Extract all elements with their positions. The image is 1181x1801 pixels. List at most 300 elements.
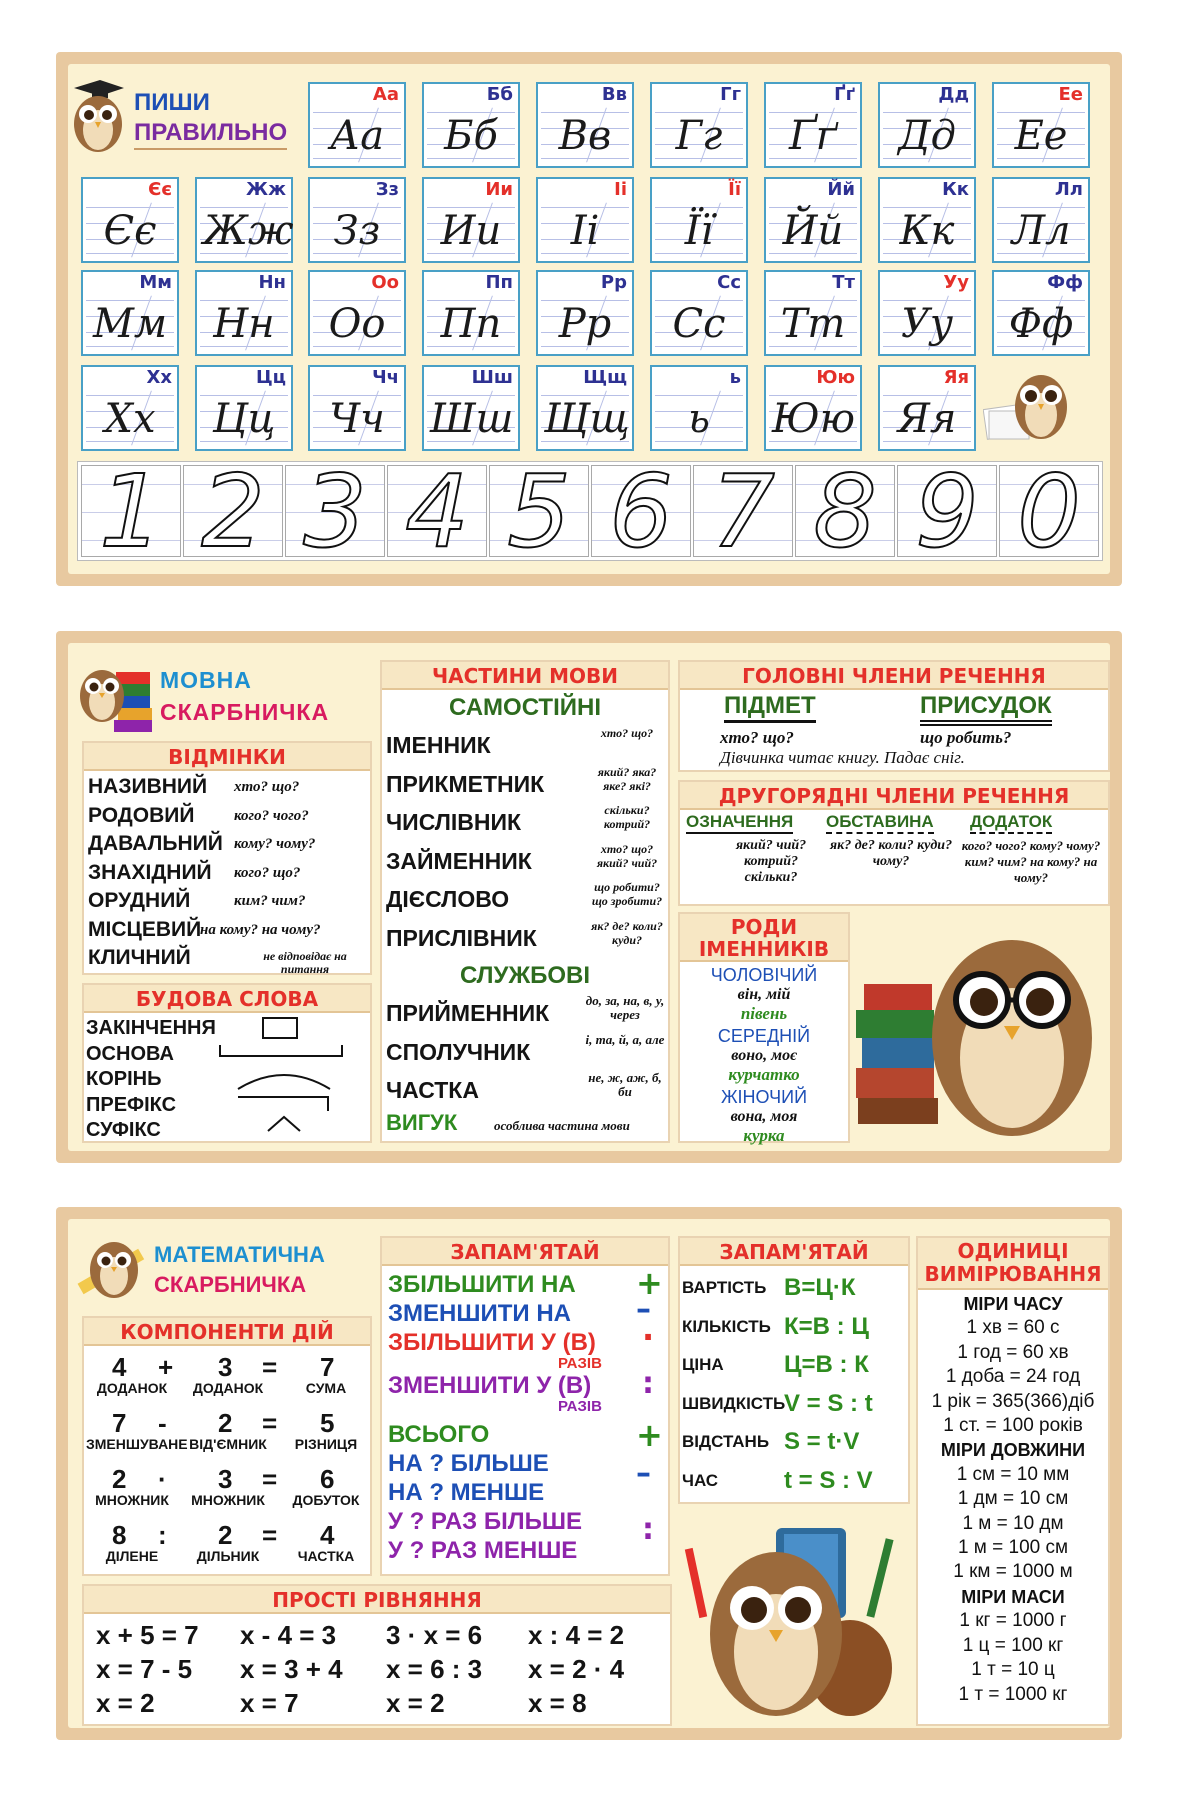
letter-cell	[81, 177, 179, 263]
letter-print: Рр	[600, 272, 627, 293]
case-name: РОДОВИЙ	[88, 803, 195, 827]
panel3-title	[154, 1240, 325, 1300]
letter-cell	[650, 82, 748, 168]
letter-print: Нн	[258, 272, 286, 293]
letter-print: Дд	[938, 84, 969, 105]
plus-sign: +	[636, 1264, 663, 1302]
component-a: 2	[112, 1464, 127, 1494]
letter-print: Ии	[485, 179, 513, 200]
letter-print: Шш	[471, 367, 513, 388]
letter-cell	[195, 365, 293, 451]
genders-header-line1: РОДИ	[730, 915, 798, 939]
letter-cursive: Вв	[558, 113, 612, 159]
letter-cursive: Оо	[328, 301, 386, 347]
subject-question: хто? що?	[720, 728, 794, 747]
part-question: хто? що? який? чий?	[596, 841, 658, 870]
equation: 3 · x = 6	[386, 1620, 483, 1650]
case-question: хто? що?	[234, 779, 300, 795]
digit-cell	[693, 453, 793, 570]
component-eq: =	[262, 1408, 278, 1438]
letter-cursive: Уу	[900, 301, 954, 347]
letter-print: Аа	[372, 84, 399, 105]
times-more: У ? РАЗ БІЛЬШЕ	[388, 1508, 582, 1535]
panel1-title-line1: ПИШИ	[134, 89, 210, 116]
letter-cell	[308, 82, 406, 168]
formula-name: ЦІНА	[682, 1355, 724, 1374]
independent-label: САМОСТІЙНІ	[448, 694, 602, 721]
letter-cursive: Сс	[672, 301, 726, 347]
word-part: СУФІКС	[86, 1119, 161, 1141]
letter-print: Яя	[943, 367, 969, 388]
letter-cursive: Ее	[1014, 113, 1068, 159]
sentence-example: Дівчинка читає книгу. Падає сніг.	[720, 748, 965, 767]
part-question: який? яка? яке? які?	[597, 764, 657, 793]
letter-cursive: Нн	[213, 301, 275, 347]
stem-symbol	[219, 1045, 343, 1057]
component-label-b: ВІД'ЄМНИК	[189, 1436, 267, 1452]
letter-cursive: Ии	[440, 208, 502, 254]
object-label: ДОДАТОК	[970, 812, 1052, 834]
difference-minus-sign: –	[636, 1456, 651, 1491]
unit-row: 1 т = 10 ц	[971, 1659, 1055, 1681]
equation: x = 2	[386, 1688, 445, 1718]
letter-cell	[195, 177, 293, 263]
component-b: 3	[218, 1352, 233, 1382]
main-members-header: ГОЛОВНІ ЧЛЕНИ РЕЧЕННЯ	[680, 662, 1108, 690]
noun-genders-box	[678, 912, 850, 1143]
root-symbol	[234, 1067, 334, 1091]
component-b: 2	[218, 1408, 233, 1438]
formula: t = S : V	[784, 1466, 873, 1494]
letter-print: Жж	[246, 179, 286, 200]
letter-print: Оо	[371, 272, 399, 293]
interjection: ВИГУК	[386, 1110, 458, 1135]
masculine-example: він, мій	[737, 986, 791, 1003]
secondary-header: ДРУГОРЯДНІ ЧЛЕНИ РЕЧЕННЯ	[680, 782, 1108, 810]
digit-cell	[999, 453, 1099, 570]
attribute-questions: який? чий? котрий? скільки?	[735, 838, 807, 885]
panel2-title-line2: СКАРБНИЧКА	[160, 699, 330, 725]
letter-print: Фф	[1047, 272, 1083, 293]
feminine-example: вона, моя	[730, 1108, 798, 1125]
part-question: що робити? що зробити?	[591, 880, 663, 908]
letter-cell	[878, 365, 976, 451]
genders-header-line2: ІМЕННИКІВ	[698, 937, 830, 961]
unit-row: 1 хв = 60 с	[966, 1317, 1060, 1339]
letter-cell	[536, 177, 634, 263]
letter-print: Хх	[146, 367, 172, 388]
units-header-line1: ОДИНИЦІ	[957, 1239, 1069, 1263]
unit-row: 1 дм = 10 см	[957, 1488, 1069, 1510]
owl-graduate-icon	[66, 78, 128, 154]
service-name: ЧАСТКА	[386, 1077, 479, 1103]
letter-cell	[308, 270, 406, 356]
digit-cell	[183, 453, 283, 570]
owl-papers-icon	[983, 355, 1075, 445]
component-a: 4	[112, 1352, 127, 1382]
letter-print: Цц	[255, 367, 286, 388]
component-op: :	[158, 1520, 167, 1550]
component-b: 2	[218, 1520, 233, 1550]
letter-cell	[992, 270, 1090, 356]
letter-cursive: Аа	[329, 113, 385, 159]
units-header	[918, 1238, 1108, 1290]
letter-cell	[308, 177, 406, 263]
letter-cell	[650, 270, 748, 356]
word-part: ОСНОВА	[86, 1042, 174, 1065]
part-name: ДІЄСЛОВО	[386, 886, 510, 912]
case-question: на кому? на чому?	[200, 921, 321, 938]
digit: 0	[1017, 453, 1081, 570]
component-eq: =	[262, 1352, 278, 1382]
case-name: МІСЦЕВИЙ	[88, 917, 202, 941]
letter-cell	[81, 365, 179, 451]
equation: x = 6 : 3	[386, 1654, 483, 1684]
suffix-symbol	[264, 1113, 304, 1133]
component-r: 5	[320, 1408, 335, 1438]
letter-print: ь	[729, 367, 741, 388]
letter-cell	[878, 177, 976, 263]
letter-print: Бб	[486, 84, 513, 105]
adverbial-questions: як? де? коли? куди? чому?	[829, 838, 953, 869]
unit-row: 1 ц = 100 кг	[962, 1634, 1064, 1656]
component-b: 3	[218, 1464, 233, 1494]
letter-cell	[878, 82, 976, 168]
case-question: кого? що?	[234, 864, 301, 881]
part-name: ЧИСЛІВНИК	[386, 809, 522, 835]
owl-glasses-icon	[852, 918, 1110, 1146]
panel1-title	[134, 88, 287, 150]
letter-print: Пп	[485, 272, 513, 293]
neuter-word: курчатко	[728, 1065, 800, 1084]
letter-cell	[764, 177, 862, 263]
letter-cell	[764, 270, 862, 356]
case-name: ОРУДНИЙ	[88, 889, 191, 912]
formula: Ц=В : К	[784, 1351, 869, 1378]
neuter-label: СЕРЕДНІЙ	[717, 1026, 811, 1046]
case-name: КЛИЧНИЙ	[88, 946, 191, 969]
formula: К=В : Ц	[784, 1312, 869, 1340]
letter-cursive: Іі	[570, 208, 600, 254]
letter-cell	[992, 82, 1090, 168]
units-header-line2: ВИМІРЮВАННЯ	[924, 1262, 1102, 1286]
letter-print: Сс	[717, 272, 741, 293]
decrease-times-suffix: РАЗІВ	[558, 1398, 602, 1415]
letter-cell	[422, 270, 520, 356]
remember-formulas-box	[678, 1236, 910, 1504]
neuter-example: воно, моє	[731, 1047, 797, 1064]
letter-cell	[878, 270, 976, 356]
letter-cell	[308, 365, 406, 451]
unit-row: 1 м = 10 дм	[962, 1512, 1064, 1534]
component-label-r: РІЗНИЦЯ	[294, 1436, 358, 1452]
increase-by: ЗБІЛЬШИТИ НА	[388, 1271, 576, 1298]
times-less: У ? РАЗ МЕНШЕ	[388, 1537, 578, 1564]
digit-cell	[795, 453, 895, 570]
letter-cell	[536, 82, 634, 168]
letter-cursive: Бб	[444, 113, 498, 159]
letter-cursive: Тт	[780, 301, 846, 347]
letter-print: Лл	[1054, 179, 1083, 200]
component-label-r: ДОБУТОК	[292, 1492, 360, 1508]
case-name: ДАВАЛЬНИЙ	[88, 832, 223, 855]
subject-label: ПІДМЕТ	[724, 692, 816, 723]
component-r: 6	[320, 1464, 335, 1494]
equation: x + 5 = 7	[96, 1620, 199, 1650]
part-question: як? де? коли? куди?	[591, 918, 663, 947]
letter-cursive: Зз	[333, 208, 381, 254]
letter-cell	[422, 82, 520, 168]
letter-print: Зз	[375, 179, 399, 200]
unit-row: 1 доба = 24 год	[945, 1366, 1081, 1388]
letter-cursive: Щщ	[544, 396, 630, 442]
letter-cursive: Яя	[897, 396, 957, 442]
word-structure-box	[82, 983, 372, 1143]
letter-cell	[422, 177, 520, 263]
unit-row: 1 м = 100 см	[957, 1537, 1069, 1559]
by-less: НА ? МЕНШЕ	[388, 1479, 545, 1506]
unit-row: 1 т = 1000 кг	[958, 1683, 1068, 1705]
service-name: ПРИЙМЕННИК	[386, 1000, 550, 1026]
digit-cell	[489, 453, 589, 570]
letter-print: Уу	[943, 272, 969, 293]
service-question: не, ж, аж, б, би	[588, 1070, 662, 1099]
letter-cell	[650, 177, 748, 263]
digit: 4	[405, 453, 469, 570]
owl-books-small-icon	[74, 652, 154, 734]
letter-cell	[195, 270, 293, 356]
word-structure-header: БУДОВА СЛОВА	[84, 985, 370, 1013]
letter-cursive: Лл	[1011, 208, 1071, 254]
digit: 5	[507, 453, 571, 570]
component-op: +	[158, 1352, 174, 1382]
part-name: ЗАЙМЕННИК	[386, 847, 532, 874]
letter-print: Її	[728, 179, 741, 200]
remember-ops-list	[388, 1270, 602, 1565]
owl-ruler-icon	[74, 1226, 152, 1306]
letter-cell	[536, 365, 634, 451]
part-question: хто? що?	[600, 726, 654, 740]
letter-cell	[81, 270, 179, 356]
equation: x = 8	[528, 1688, 587, 1718]
genders-header	[680, 914, 848, 962]
letter-print: Іі	[614, 179, 627, 200]
equation: x = 2	[96, 1688, 155, 1718]
cases-box	[82, 741, 372, 975]
by-more: НА ? БІЛЬШЕ	[388, 1450, 549, 1477]
component-op: ·	[158, 1464, 167, 1494]
attribute-label: ОЗНАЧЕННЯ	[686, 812, 793, 834]
unit-row: 1 ст. = 100 років	[943, 1415, 1083, 1437]
letter-cursive: Цц	[212, 396, 276, 442]
service-name: СПОЛУЧНИК	[386, 1038, 531, 1065]
ending-symbol	[262, 1017, 298, 1039]
letter-cursive: Кк	[899, 208, 955, 254]
letter-print: Чч	[372, 367, 399, 388]
panel3-title-line1: МАТЕМАТИЧНА	[154, 1242, 325, 1267]
equation: x = 2 · 4	[528, 1654, 625, 1684]
digit: 8	[813, 453, 877, 570]
component-label-b: МНОЖНИК	[191, 1492, 265, 1508]
unit-group-title: МІРИ МАСИ	[961, 1586, 1065, 1607]
letter-cell	[992, 177, 1090, 263]
panel2-title-line1: МОВНА	[160, 667, 252, 693]
letter-cursive: Єє	[103, 208, 157, 254]
letter-print: Гг	[720, 84, 741, 105]
multiply-sign: ·	[642, 1318, 655, 1356]
word-part: ПРЕФІКС	[86, 1093, 177, 1116]
formula-name: КІЛЬКІСТЬ	[682, 1316, 771, 1336]
feminine-label: ЖІНОЧИЙ	[720, 1087, 808, 1107]
part-name: ПРИСЛІВНИК	[386, 924, 537, 951]
letter-cursive: Хх	[104, 396, 156, 442]
component-r: 4	[320, 1520, 335, 1550]
ratio-divide-sign: :	[642, 1512, 654, 1547]
component-op: -	[158, 1408, 167, 1438]
total: ВСЬОГО	[388, 1421, 490, 1448]
unit-group-title: МІРИ ДОВЖИНИ	[940, 1440, 1086, 1461]
case-name: ЗНАХІДНИЙ	[88, 860, 212, 884]
letter-cursive: Ґґ	[788, 113, 838, 159]
parts-of-speech-box	[380, 660, 670, 1143]
letter-cursive: Рр	[558, 301, 612, 347]
formula: V = S : t	[784, 1389, 873, 1417]
digit-cell	[897, 453, 997, 570]
equation: x = 7 - 5	[96, 1654, 193, 1684]
letter-cursive: ь	[688, 396, 710, 442]
units-box	[916, 1236, 1110, 1726]
case-question: кому? чому?	[234, 836, 316, 852]
letter-print: Кк	[942, 179, 969, 200]
equation: x = 7	[240, 1688, 299, 1718]
case-question: не відповідає на питання	[263, 949, 347, 976]
letter-print: Щщ	[583, 367, 627, 388]
component-label-r: СУМА	[305, 1380, 347, 1396]
component-r: 7	[320, 1352, 335, 1382]
remember-ops-box	[380, 1236, 670, 1576]
decrease-times: ЗМЕНШИТИ У (В)	[388, 1372, 592, 1399]
digit: 3	[303, 453, 367, 570]
digit-cell	[591, 453, 691, 570]
digit: 1	[99, 453, 163, 570]
feminine-word: курка	[743, 1126, 785, 1145]
letter-cursive: Гг	[675, 113, 723, 159]
part-name: ПРИКМЕТНИК	[386, 770, 545, 797]
cases-header: ВІДМІНКИ	[84, 743, 370, 771]
letter-cell	[422, 365, 520, 451]
unit-row: 1 год = 60 хв	[957, 1341, 1069, 1363]
letter-print: Ее	[1058, 84, 1083, 105]
owl-backpack-icon	[680, 1508, 912, 1730]
total-plus-sign: +	[636, 1416, 663, 1454]
digit: 2	[201, 453, 265, 570]
masculine-word: півень	[740, 1004, 788, 1023]
component-label-r: ЧАСТКА	[297, 1548, 355, 1564]
letter-cell	[650, 365, 748, 451]
digit: 9	[915, 453, 979, 570]
letter-cursive: Мм	[92, 301, 168, 347]
service-question: і, та, й, а, але	[585, 1031, 665, 1047]
divide-sign: :	[642, 1366, 654, 1401]
prefix-symbol	[234, 1093, 334, 1113]
part-question: скільки? котрий?	[603, 803, 651, 831]
component-label-a: ЗМЕНШУВАНЕ	[86, 1436, 188, 1452]
equation: x = 3 + 4	[240, 1654, 343, 1684]
equation: x : 4 = 2	[528, 1620, 625, 1650]
formula-name: ШВИДКІСТЬ	[682, 1393, 786, 1413]
units-list	[918, 1292, 1108, 1707]
unit-row: 1 рік = 365(366)діб	[931, 1390, 1095, 1412]
component-label-b: ДІЛЬНИК	[196, 1548, 260, 1564]
formula: В=Ц·К	[784, 1274, 856, 1301]
letter-cell	[536, 270, 634, 356]
component-label-b: ДОДАНОК	[192, 1380, 264, 1396]
masculine-label: ЧОЛОВІЧИЙ	[710, 965, 818, 985]
formula-name: ЧАС	[682, 1470, 719, 1490]
letter-cursive: Пп	[440, 301, 502, 347]
formula: S = t·V	[784, 1428, 860, 1455]
component-eq: =	[262, 1520, 278, 1550]
letter-print: Йй	[827, 179, 855, 200]
components-header: КОМПОНЕНТИ ДІЙ	[84, 1318, 370, 1346]
digit: 7	[711, 453, 775, 570]
letter-print: Єє	[148, 179, 172, 200]
case-question: кого? чого?	[234, 807, 309, 824]
equations-box	[82, 1584, 672, 1726]
increase-times: ЗБІЛЬШИТИ У (В)	[388, 1329, 596, 1356]
panel1-title-line2: ПРАВИЛЬНО	[134, 118, 287, 150]
parts-header: ЧАСТИНИ МОВИ	[382, 662, 668, 690]
formula-name: ВІДСТАНЬ	[682, 1432, 770, 1451]
letter-print: Тт	[832, 272, 855, 293]
unit-group-title: МІРИ ЧАСУ	[963, 1294, 1063, 1314]
panel2-title	[160, 664, 329, 728]
letter-print: Мм	[139, 272, 172, 293]
word-part: ЗАКІНЧЕННЯ	[86, 1017, 216, 1039]
part-name: ІМЕННИК	[386, 732, 491, 758]
increase-times-suffix: РАЗІВ	[558, 1355, 602, 1372]
component-a: 8	[112, 1520, 127, 1550]
letter-print: Юю	[816, 367, 855, 388]
minus-sign: –	[636, 1292, 651, 1327]
letter-cell	[764, 365, 862, 451]
letter-cursive: Фф	[1008, 301, 1074, 347]
letter-cursive: Йй	[782, 208, 844, 254]
letter-cursive: Жж	[203, 208, 294, 254]
interjection-note: особлива частина мови	[494, 1118, 630, 1133]
letter-print: Ґґ	[834, 84, 855, 105]
remember-formulas-header: ЗАПАМ'ЯТАЙ	[680, 1238, 908, 1266]
component-eq: =	[262, 1464, 278, 1494]
digit-cell	[285, 453, 385, 570]
word-part: КОРІНЬ	[86, 1068, 162, 1090]
predicate-question: що робить?	[920, 728, 1012, 747]
formula-name: ВАРТІСТЬ	[682, 1278, 767, 1297]
unit-row: 1 кг = 1000 г	[959, 1610, 1067, 1632]
digit: 6	[609, 453, 673, 570]
components-box	[82, 1316, 372, 1576]
digit-cell	[81, 453, 181, 570]
service-question: до, за, на, в, у, через	[585, 993, 665, 1022]
case-name: НАЗИВНИЙ	[88, 775, 208, 798]
letter-print: Вв	[601, 84, 627, 105]
unit-row: 1 км = 1000 м	[953, 1561, 1073, 1583]
letter-cursive: Її	[684, 208, 714, 254]
letter-cursive: Шш	[430, 396, 514, 442]
equation: x - 4 = 3	[240, 1620, 337, 1650]
letter-cursive: Дд	[898, 113, 956, 159]
component-label-a: ДІЛЕНЕ	[105, 1548, 159, 1564]
